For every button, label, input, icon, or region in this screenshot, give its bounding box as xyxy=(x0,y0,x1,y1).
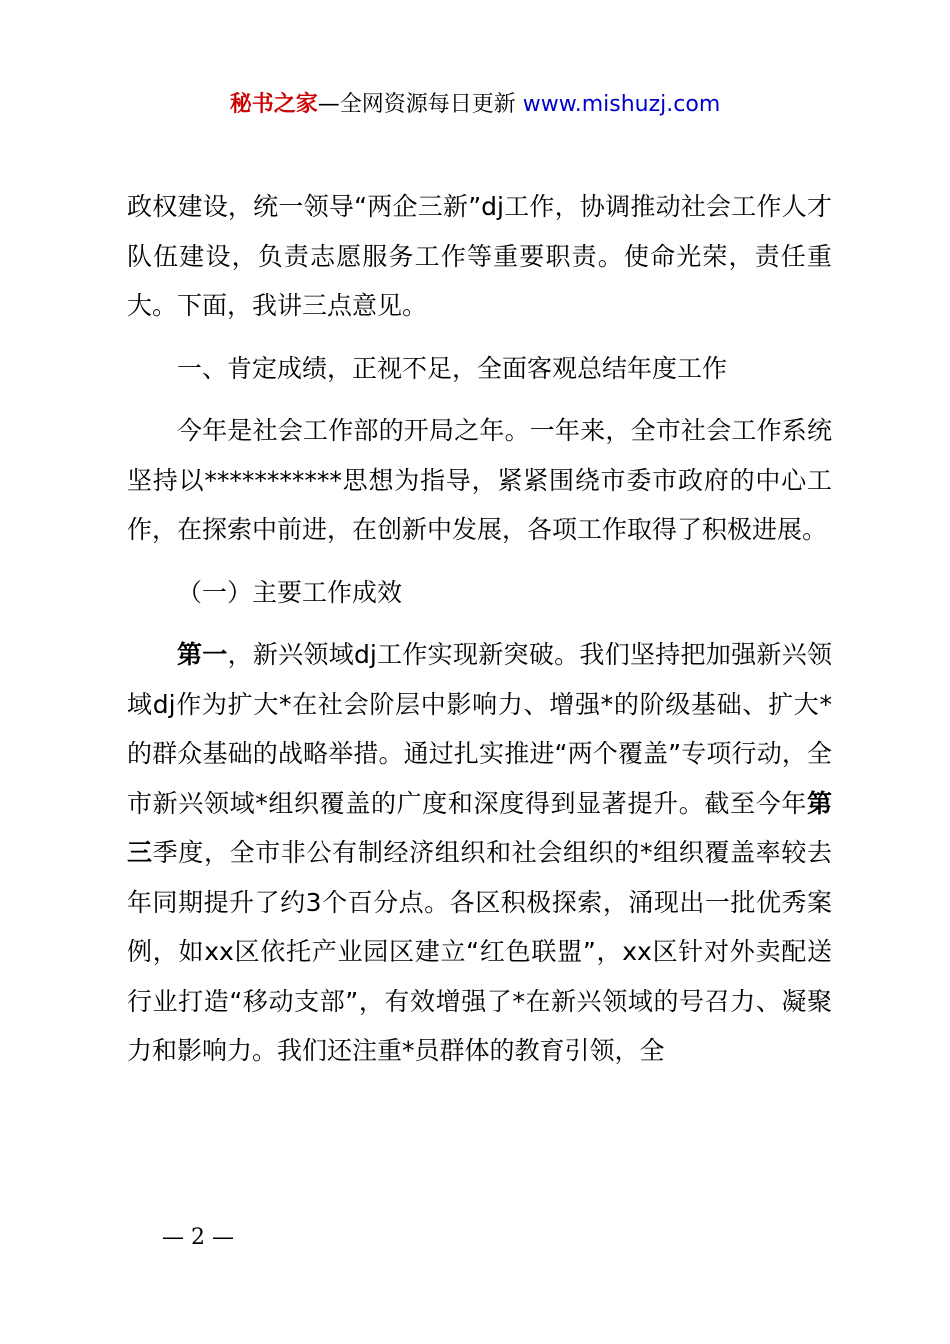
point-text-a: ，新兴领域dj工作实现新突破。我们坚持把加强新兴领域dj作为扩大*在社会阶层中影响力、增强*的阶级基础、扩大*的群众基础的战略举措。通过扎实推进“两个覆盖”专项行动，全市新兴领域*组织覆盖的广度和深度得到显著提升。截至今年 xyxy=(127,640,832,818)
banner-slogan: —全网资源每日更新 xyxy=(317,92,523,117)
section-heading-1: 一、肯定成绩，正视不足，全面客观总结年度工作 xyxy=(177,353,728,383)
subsection-heading-1: （一）主要工作成效 xyxy=(177,577,403,607)
point-text-b: 季度，全市非公有制经济组织和社会组织的*组织覆盖率较去年同期提升了约3个百分点。各区积极探索，涌现出一批优秀案例，如xx区依托产业园区建立“红色联盟”，xx区针对外卖配送行业打造“移动支部”，有效增强了*在新兴领域的号召力、凝聚力和影响力。我们还注重*员群体的教育引领，全 xyxy=(127,838,832,1065)
page-number: — 2 — xyxy=(162,1225,234,1250)
paragraph-intro: 今年是社会工作部的开局之年。一年来，全市社会工作系统坚持以***********思想为指导，紧紧围绕市委市政府的中心工作，在探索中前进，在创新中发展，各项工作取得了积极进展。 xyxy=(127,416,832,544)
brand-name: 秘书之家 xyxy=(229,92,318,117)
paragraph-continuation: 政权建设，统一领导“两企三新”dj工作，协调推动社会工作人才队伍建设，负责志愿服务工作等重要职责。使命光荣，责任重大。下面，我讲三点意见。 xyxy=(127,192,832,320)
point-bold-phrase: 第三 xyxy=(127,788,832,867)
document-body xyxy=(127,182,832,1089)
site-url-link[interactable]: www.mishuzj.com xyxy=(522,92,721,117)
point-lead: 第一 xyxy=(177,640,228,669)
site-banner xyxy=(0,88,950,122)
paragraph-first-point xyxy=(127,630,832,1076)
